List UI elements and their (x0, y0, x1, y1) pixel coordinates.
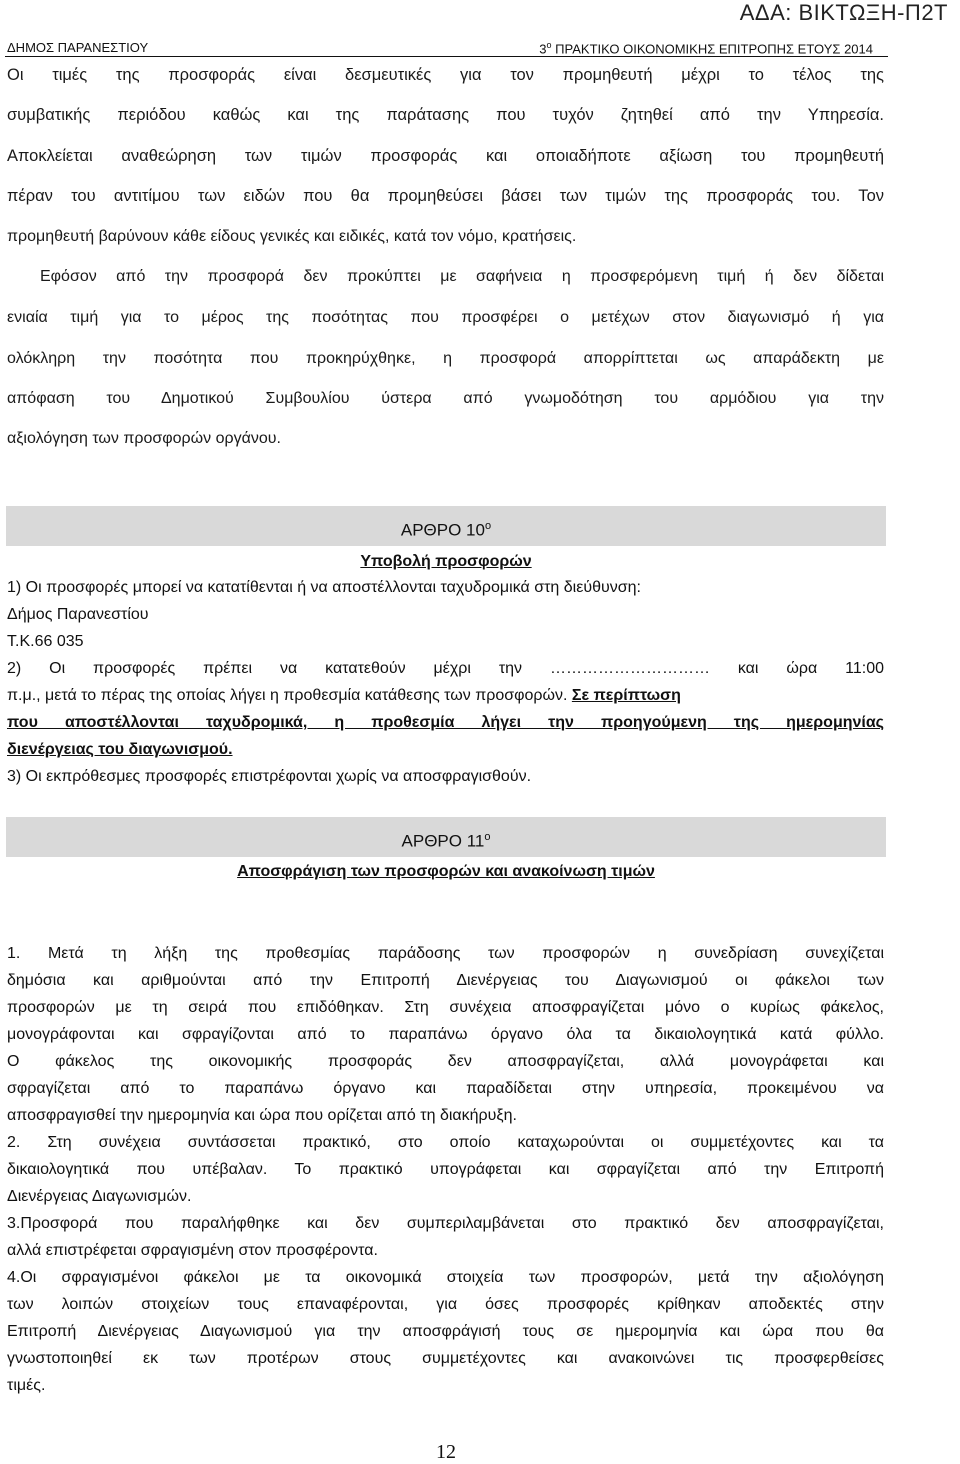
article-11-line: Ο φάκελος της οικονομικής προσφοράς δεν αποσφραγίζεται, αλλά μονογράφεται και (7, 1053, 884, 1070)
para2-line: αξιολόγηση των προσφορών οργάνου. (7, 430, 281, 447)
article-11-line: Διενέργειας Διαγωνισμών. (7, 1188, 192, 1205)
article-11-line: 3.Προσφορά που παραλήφθηκε και δεν συμπεριλαμβάνεται στο πρακτικό δεν αποσφραγίζεται, (7, 1215, 884, 1232)
article-11-line: Επιτροπή Διενέργειας Διαγωνισμού για την αποσφράγισή τους σε ημερομηνία και ώρα που θα (7, 1323, 884, 1340)
article-11-line: αποσφραγισθεί την ημερομηνία και ώρα που ορίζεται από τη διακήρυξη. (7, 1107, 517, 1124)
para1-line: Οι τιμές της προσφοράς είναι δεσμευτικές για τον προμηθευτή μέχρι το τέλος της (7, 66, 884, 84)
municipality-header: ΔΗΜΟΣ ΠΑΡΑΝΕΣΤΙΟΥ (7, 40, 149, 55)
article-10-line: 2) Οι προσφορές πρέπει να κατατεθούν μέχρι την ………………………… και ώρα 11:00 (7, 660, 884, 677)
para2-line: Εφόσον από την προσφορά δεν προκύπτει με σαφήνεια η προσφερόμενη τιμή ή δεν δίδεται (40, 268, 884, 285)
article-10-ordinal: ο (484, 520, 492, 532)
article-11-line: δημόσια και αριθμούνται από την Επιτροπή Διενέργειας του Διαγωνισμού οι φάκελοι των (7, 972, 884, 989)
article-11-line: 4.Οι σφραγισμένοι φάκελοι με τα οικονομικά στοιχεία των προσφορών, μετά την αξιολόγηση (7, 1269, 884, 1286)
para2-line: απόφαση του Δημοτικού Συμβουλίου ύστερα από γνωμοδότηση του αρμόδιου για την (7, 390, 884, 407)
article-11-line: 1. Μετά τη λήξη της προθεσμίας παράδοσης των προσφορών η συνεδρίαση συνεχίζεται (7, 945, 884, 962)
article-11-line: αλλά επιστρέφεται σφραγισμένη στον προσφέροντα. (7, 1242, 378, 1259)
article-11-line: τιμές. (7, 1377, 46, 1394)
article-10-line: Τ.Κ.66 035 (7, 633, 84, 650)
para2-line: ολόκληρη την ποσότητα που προκηρύχθηκε, η προσφορά απορρίπτεται ως απαράδεκτη με (7, 350, 884, 367)
para1-line: Αποκλείεται αναθεώρηση των τιμών προσφοράς και οποιαδήποτε αξίωση του προμηθευτή (7, 147, 884, 165)
article-11-title: ΑΡΘΡΟ 11 (401, 831, 485, 851)
para2-line: ενιαία τιμή για το μέρος της ποσότητας που προσφέρει ο μετέχων στον διαγωνισμό ή για (7, 309, 884, 326)
article-10-line: Δήμος Παρανεστίου (7, 606, 149, 623)
header-rule (5, 56, 888, 57)
article-11-line: των λοιπών στοιχείων τους επαναφέρονται, για όσες προσφορές κρίθηκαν αποδεκτές στην (7, 1296, 884, 1313)
article-11-line: γνωστοποιηθεί εκ των προτέρων στους συμμετέχοντες και ανακοινώνει τις προσφερθείσες (7, 1350, 884, 1367)
ada-code: ΑΔΑ: ΒΙΚΤΩΞΗ-Π2Τ (739, 0, 948, 25)
para1-line: προμηθευτή βαρύνουν κάθε είδους γενικές και ειδικές, κατά τον νόμο, κρατήσεις. (7, 228, 577, 245)
article-11-line: προσφορών με τη σειρά που επιδόθηκαν. Στη συνέχεια αποσφραγίζεται μόνο ο κυρίως φάκελος, (7, 999, 884, 1016)
article-10-subtitle: Υποβολή προσφορών (360, 553, 532, 570)
article-10-heading (6, 506, 886, 546)
article-11-line: 2. Στη συνέχεια συντάσσεται πρακτικό, στο οποίο καταχωρούνται οι συμμετέχοντες και τα (7, 1134, 884, 1151)
article-10-line: 1) Οι προσφορές μπορεί να κατατίθενται ή να αποστέλλονται ταχυδρομικά στη διεύθυνση: (7, 579, 641, 596)
article-11-subtitle: Αποσφράγιση των προσφορών και ανακοίνωση τιμών (237, 863, 655, 880)
postal-notice-line: που αποστέλλονται ταχυδρομικά, η προθεσμία λήγει την προηγούμενη της ημερομηνίας (7, 714, 884, 731)
minutes-title: ΠΡΑΚΤΙΚΟ ΟΙΚΟΝΟΜΙΚΗΣ ΕΠΙΤΡΟΠΗΣ ΕΤΟΥΣ 2014 (551, 41, 873, 57)
para1-line: συμβατικής περιόδου καθώς και της παράτασης που τυχόν ζητηθεί από την Υπηρεσία. (7, 106, 884, 124)
article-11-heading (6, 817, 886, 857)
minutes-header (539, 40, 873, 56)
article-11-line: σφραγίζεται από το παραπάνω όργανο και παραδίδεται στην υπηρεσία, προκειμένου να (7, 1080, 884, 1097)
minutes-ordinal: ο (546, 40, 552, 50)
postal-notice-start: Σε περίπτωση (571, 687, 681, 704)
postal-notice-end: διενέργειας του διαγωνισμού. (7, 741, 233, 758)
deadline-text: π.μ., μετά το πέρας της οποίας λήγει η προθεσμία κατάθεσης των προσφορών. (7, 687, 572, 704)
article-10-line: 3) Οι εκπρόθεσμες προσφορές επιστρέφονται χωρίς να αποσφραγισθούν. (7, 768, 532, 785)
article-11-ordinal: ο (484, 831, 491, 843)
page-number: 12 (436, 1441, 456, 1463)
article-10-title: ΑΡΘΡΟ 10 (400, 520, 485, 540)
article-11-line: δικαιολογητικά που υπέβαλαν. Το πρακτικό υπογράφεται και σφραγίζεται από την Επιτροπή (7, 1161, 884, 1178)
article-11-line: μονογράφονται και σφραγίζονται από το παραπάνω όργανο όλα τα δικαιολογητικά κατά φύλλο. (7, 1026, 884, 1043)
article-10-line (7, 685, 884, 707)
minutes-number: 3 (539, 41, 547, 57)
para1-line: πέραν του αντιτίμου των ειδών που θα προμηθεύσει βάσει των τιμών της προσφοράς του. Τον (7, 187, 884, 205)
